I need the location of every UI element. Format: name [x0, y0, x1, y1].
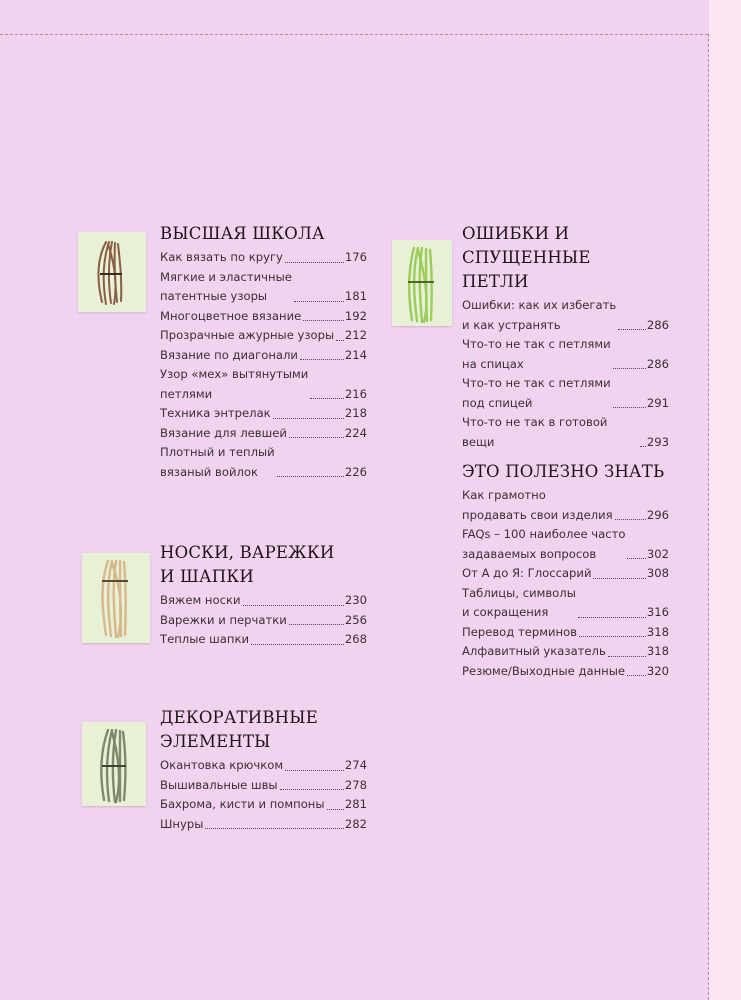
leader-dots [578, 617, 646, 618]
toc-entry[interactable] [462, 662, 669, 682]
entry-label: Узор «мех» вытянутыми петлями [160, 367, 309, 401]
page-number: 226 [344, 464, 367, 479]
entry-label: Мягкие и эластичные патентные узоры [160, 269, 292, 303]
yarn-green-image [392, 240, 452, 326]
entry-label: Вышивальные швы [160, 777, 278, 792]
toc-entry[interactable] [160, 630, 367, 650]
page-number: 318 [646, 644, 669, 658]
toc-entry[interactable] [462, 296, 669, 335]
toc-entry[interactable] [160, 795, 367, 815]
leader-dots [285, 770, 344, 771]
page-number: 268 [344, 632, 367, 646]
toc-entry[interactable] [160, 365, 367, 404]
page-number: 293 [646, 434, 669, 449]
page-number: 286 [646, 317, 669, 332]
yarn-grey-green-image [82, 722, 146, 806]
yarn-grey-green-icon [82, 722, 146, 806]
page-number: 218 [344, 406, 367, 420]
section-title: ОШИБКИ И СПУЩЕННЫЕ ПЕТЛИ [462, 224, 591, 291]
entry-label: Таблицы, символы и сокращения [462, 585, 576, 619]
leader-dots [613, 368, 646, 369]
leader-dots [327, 809, 344, 810]
toc-entry[interactable] [160, 591, 367, 611]
entry-label: Что-то не так с петлями под спицей [462, 376, 611, 410]
entry-list [160, 756, 367, 834]
leader-dots [310, 398, 344, 399]
page-number: 281 [344, 797, 367, 811]
entry-label: Алфавитный указатель [462, 644, 606, 658]
leader-dots [613, 407, 646, 408]
crop-border-top [0, 34, 708, 35]
page-number: 192 [344, 308, 367, 323]
toc-entry[interactable] [462, 642, 669, 662]
entry-label: Что-то не так в готовой вещи [462, 415, 608, 449]
toc-entry[interactable] [160, 815, 367, 835]
toc-section-mistakes [462, 222, 669, 452]
entry-label: Вязание по диагонали [160, 347, 298, 362]
leader-dots [251, 644, 344, 645]
leader-dots [205, 828, 344, 829]
page-number: 320 [646, 663, 669, 678]
page-number: 181 [344, 289, 367, 303]
entry-label: FAQs – 100 наиболее часто задаваемых вопросов [462, 527, 626, 561]
section-title: ЭТО ПОЛЕЗНО ЗНАТЬ [462, 462, 665, 481]
toc-section-advanced [160, 222, 367, 482]
entry-list [462, 296, 669, 452]
leader-dots [285, 262, 344, 263]
page-number: 318 [646, 624, 669, 639]
toc-entry[interactable] [160, 326, 367, 346]
toc-section-decor [160, 706, 367, 834]
leader-dots [608, 656, 646, 657]
yarn-brown-icon [78, 232, 146, 312]
toc-entry[interactable] [462, 525, 669, 564]
toc-entry[interactable] [462, 564, 669, 584]
leader-dots [627, 558, 645, 559]
toc-section-socks [160, 541, 367, 650]
entry-label: Как вязать по кругу [160, 250, 283, 264]
leader-dots [300, 359, 344, 360]
section-title: НОСКИ, ВАРЕЖКИ И ШАПКИ [160, 543, 335, 586]
leader-dots [593, 578, 645, 579]
entry-label: Вяжем носки [160, 593, 241, 607]
leader-dots [640, 446, 646, 447]
leader-dots [294, 301, 344, 302]
entry-label: Техника энтрелак [160, 406, 271, 420]
entry-label: Шнуры [160, 816, 204, 831]
yarn-beige-image [82, 553, 150, 643]
entry-list [462, 486, 669, 681]
entry-label: От А до Я: Глоссарий [462, 566, 592, 580]
page-number: 230 [344, 593, 367, 607]
yarn-green-icon [392, 240, 452, 326]
toc-entry[interactable] [462, 413, 669, 452]
page-edge [709, 0, 741, 1000]
leader-dots [579, 636, 646, 637]
leader-dots [618, 329, 646, 330]
section-title: ДЕКОРАТИВНЫЕ ЭЛЕМЕНТЫ [160, 708, 318, 751]
entry-label: Бахрома, кисти и помпоны [160, 797, 325, 811]
entry-label: Что-то не так с петлями на спицах [462, 337, 611, 371]
entry-label: Прозрачные ажурные узоры [160, 328, 335, 342]
toc-entry[interactable] [160, 404, 367, 424]
yarn-brown-image [78, 232, 146, 312]
leader-dots [289, 437, 344, 438]
toc-entry[interactable] [160, 346, 367, 366]
page-number: 278 [344, 777, 367, 792]
leader-dots [243, 605, 344, 606]
leader-dots [336, 340, 344, 341]
entry-label: Резюме/Выходные данные [462, 663, 626, 678]
leader-dots [280, 789, 344, 790]
toc-entry[interactable] [160, 776, 367, 796]
toc-entry[interactable] [160, 248, 367, 268]
leader-dots [303, 320, 344, 321]
toc-entry[interactable] [160, 611, 367, 631]
entry-label: Варежки и перчатки [160, 612, 287, 627]
page-number: 274 [344, 758, 367, 772]
entry-label: Вязание для левшей [160, 425, 287, 440]
page-number: 308 [646, 566, 669, 580]
toc-entry[interactable] [462, 623, 669, 643]
toc-entry[interactable] [160, 424, 367, 444]
section-title: ВЫСШАЯ ШКОЛА [160, 224, 325, 243]
toc-entry[interactable] [160, 268, 367, 307]
leader-dots [289, 624, 344, 625]
leader-dots [627, 675, 646, 676]
entry-label: Перевод терминов [462, 624, 578, 639]
page-number: 256 [344, 612, 367, 627]
page-number: 214 [344, 347, 367, 362]
entry-label: Как грамотно продавать свои изделия [462, 488, 613, 522]
toc-entry[interactable] [462, 584, 669, 623]
page-number: 296 [646, 507, 669, 522]
page-number: 282 [344, 816, 367, 831]
yarn-beige-icon [82, 553, 150, 643]
page-number: 316 [646, 605, 669, 619]
crop-border-right [708, 34, 709, 1000]
page-number: 286 [646, 356, 669, 371]
toc-entry[interactable] [462, 486, 669, 525]
leader-dots [277, 476, 344, 477]
page-number: 224 [344, 425, 367, 440]
leader-dots [615, 519, 646, 520]
toc-entry[interactable] [462, 335, 669, 374]
page-number: 212 [344, 328, 367, 342]
page-number: 176 [344, 250, 367, 264]
entry-label: Плотный и теплый вязаный войлок [160, 445, 275, 479]
entry-list [160, 591, 367, 650]
entry-label: Теплые шапки [160, 632, 250, 646]
toc-entry[interactable] [160, 307, 367, 327]
leader-dots [273, 418, 344, 419]
toc-entry[interactable] [160, 756, 367, 776]
page-number: 291 [646, 395, 669, 410]
entry-label: Окантовка крючком [160, 758, 284, 772]
entry-label: Многоцветное вязание [160, 308, 302, 323]
toc-entry[interactable] [160, 443, 367, 482]
entry-label: Ошибки: как их избегать и как устранять [462, 298, 617, 332]
page-number: 302 [646, 546, 669, 561]
toc-section-useful [462, 460, 669, 681]
entry-list [160, 248, 367, 482]
toc-entry[interactable] [462, 374, 669, 413]
page-number: 216 [344, 386, 367, 401]
